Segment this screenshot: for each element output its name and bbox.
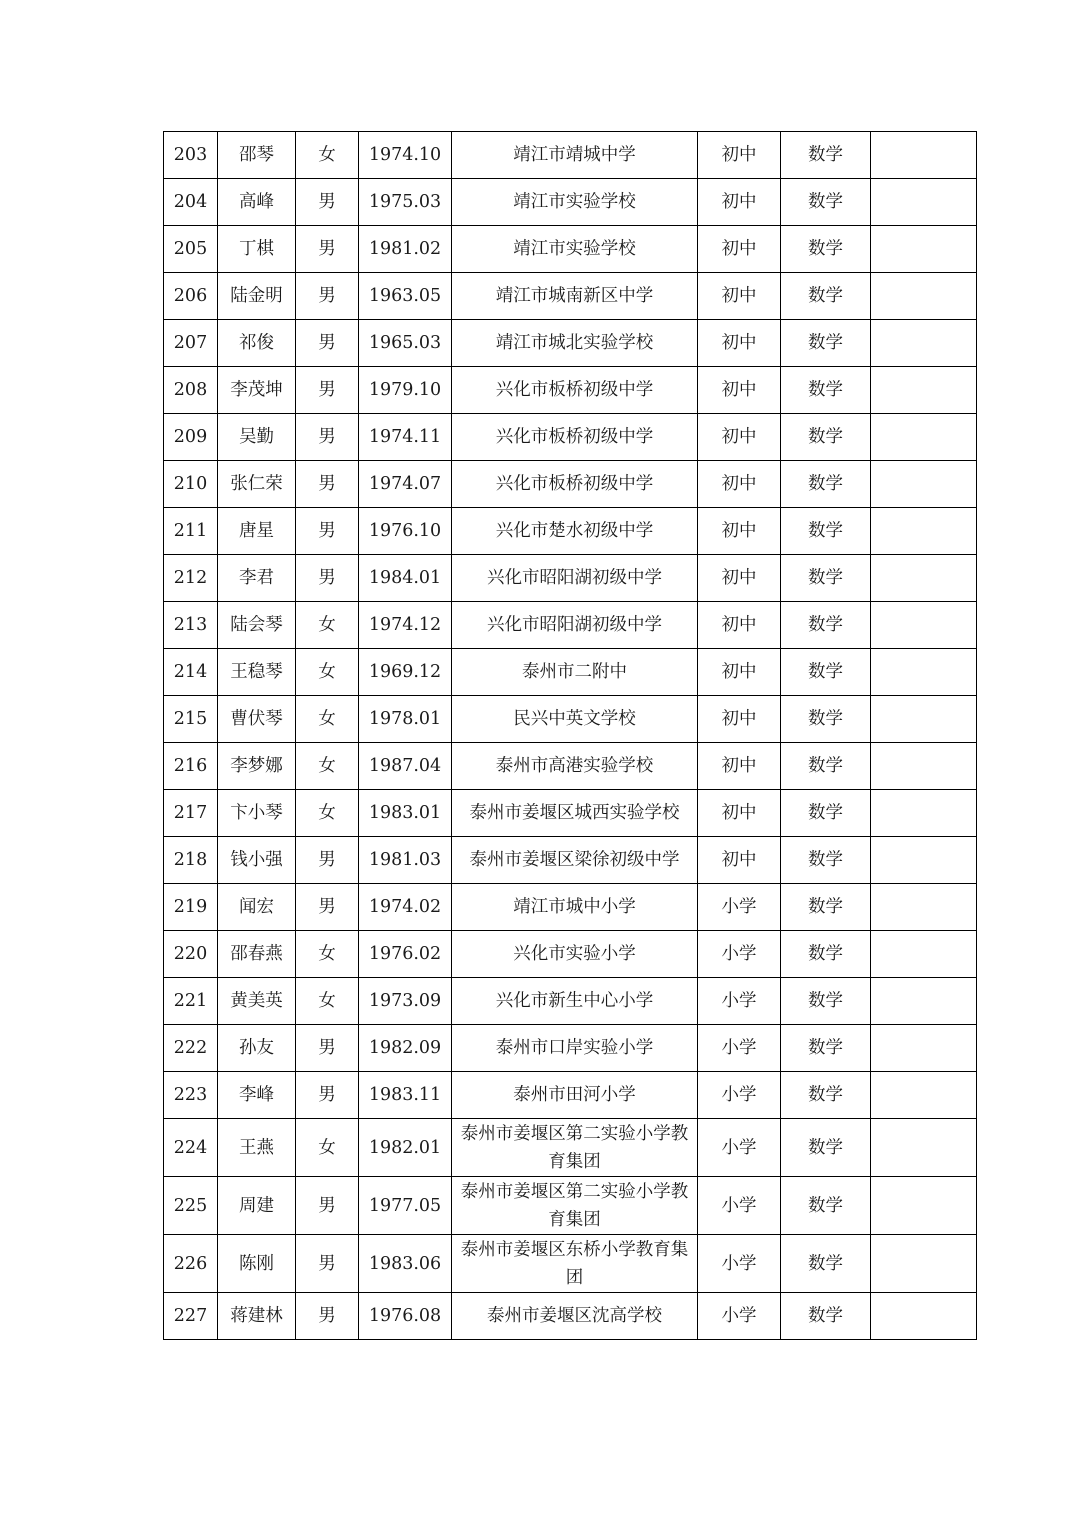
school-level-cell: 小学 [698, 1293, 781, 1340]
gender-cell: 男 [296, 1235, 359, 1293]
school-level-cell: 小学 [698, 1072, 781, 1119]
school-level-cell: 小学 [698, 1177, 781, 1235]
teacher-name-cell: 高峰 [218, 179, 296, 226]
gender-cell: 女 [296, 649, 359, 696]
table-row [164, 649, 977, 696]
subject-cell: 数学 [781, 508, 871, 555]
gender-cell: 女 [296, 790, 359, 837]
remarks-cell [871, 1235, 977, 1293]
birth-date-cell: 1981.03 [359, 837, 452, 884]
subject-cell: 数学 [781, 1177, 871, 1235]
birth-date-cell: 1987.04 [359, 743, 452, 790]
remarks-cell [871, 1025, 977, 1072]
teacher-name-cell: 邵春燕 [218, 931, 296, 978]
table-row [164, 978, 977, 1025]
birth-date-cell: 1973.09 [359, 978, 452, 1025]
row-number-cell: 226 [164, 1235, 218, 1293]
table-row [164, 508, 977, 555]
birth-date-cell: 1976.08 [359, 1293, 452, 1340]
school-cell: 泰州市姜堰区第二实验小学教育集团 [452, 1119, 698, 1177]
subject-cell: 数学 [781, 931, 871, 978]
school-level-cell: 初中 [698, 790, 781, 837]
teacher-name-cell: 王燕 [218, 1119, 296, 1177]
school-level-cell: 初中 [698, 132, 781, 179]
school-cell: 民兴中英文学校 [452, 696, 698, 743]
table-row [164, 931, 977, 978]
gender-cell: 女 [296, 696, 359, 743]
row-number-cell: 213 [164, 602, 218, 649]
remarks-cell [871, 555, 977, 602]
birth-date-cell: 1974.12 [359, 602, 452, 649]
remarks-cell [871, 461, 977, 508]
table-row [164, 555, 977, 602]
subject-cell: 数学 [781, 555, 871, 602]
school-level-cell: 小学 [698, 884, 781, 931]
school-level-cell: 小学 [698, 978, 781, 1025]
row-number-cell: 223 [164, 1072, 218, 1119]
teacher-name-cell: 闻宏 [218, 884, 296, 931]
row-number-cell: 218 [164, 837, 218, 884]
gender-cell: 女 [296, 1119, 359, 1177]
table-row [164, 1177, 977, 1235]
gender-cell: 男 [296, 508, 359, 555]
birth-date-cell: 1982.01 [359, 1119, 452, 1177]
subject-cell: 数学 [781, 696, 871, 743]
subject-cell: 数学 [781, 790, 871, 837]
school-level-cell: 初中 [698, 837, 781, 884]
school-cell: 泰州市姜堰区东桥小学教育集团 [452, 1235, 698, 1293]
birth-date-cell: 1978.01 [359, 696, 452, 743]
school-level-cell: 小学 [698, 1235, 781, 1293]
remarks-cell [871, 884, 977, 931]
birth-date-cell: 1974.07 [359, 461, 452, 508]
birth-date-cell: 1982.09 [359, 1025, 452, 1072]
table-row [164, 1119, 977, 1177]
subject-cell: 数学 [781, 978, 871, 1025]
row-number-cell: 212 [164, 555, 218, 602]
school-cell: 兴化市楚水初级中学 [452, 508, 698, 555]
gender-cell: 男 [296, 273, 359, 320]
row-number-cell: 227 [164, 1293, 218, 1340]
birth-date-cell: 1975.03 [359, 179, 452, 226]
row-number-cell: 208 [164, 367, 218, 414]
remarks-cell [871, 273, 977, 320]
remarks-cell [871, 1293, 977, 1340]
row-number-cell: 219 [164, 884, 218, 931]
school-cell: 泰州市姜堰区梁徐初级中学 [452, 837, 698, 884]
table-row [164, 1072, 977, 1119]
school-level-cell: 初中 [698, 649, 781, 696]
table-row [164, 743, 977, 790]
birth-date-cell: 1969.12 [359, 649, 452, 696]
teacher-roster-table [163, 131, 977, 1340]
subject-cell: 数学 [781, 743, 871, 790]
school-cell: 兴化市实验小学 [452, 931, 698, 978]
teacher-name-cell: 孙友 [218, 1025, 296, 1072]
birth-date-cell: 1983.01 [359, 790, 452, 837]
birth-date-cell: 1977.05 [359, 1177, 452, 1235]
subject-cell: 数学 [781, 179, 871, 226]
row-number-cell: 205 [164, 226, 218, 273]
gender-cell: 女 [296, 602, 359, 649]
gender-cell: 男 [296, 837, 359, 884]
school-level-cell: 初中 [698, 179, 781, 226]
teacher-name-cell: 蒋建林 [218, 1293, 296, 1340]
school-level-cell: 初中 [698, 367, 781, 414]
gender-cell: 男 [296, 884, 359, 931]
gender-cell: 男 [296, 179, 359, 226]
row-number-cell: 222 [164, 1025, 218, 1072]
teacher-name-cell: 钱小强 [218, 837, 296, 884]
school-cell: 兴化市昭阳湖初级中学 [452, 602, 698, 649]
school-cell: 泰州市口岸实验小学 [452, 1025, 698, 1072]
subject-cell: 数学 [781, 226, 871, 273]
subject-cell: 数学 [781, 1293, 871, 1340]
birth-date-cell: 1974.11 [359, 414, 452, 461]
subject-cell: 数学 [781, 273, 871, 320]
birth-date-cell: 1976.02 [359, 931, 452, 978]
school-cell: 泰州市田河小学 [452, 1072, 698, 1119]
birth-date-cell: 1965.03 [359, 320, 452, 367]
remarks-cell [871, 931, 977, 978]
school-level-cell: 初中 [698, 226, 781, 273]
school-cell: 靖江市靖城中学 [452, 132, 698, 179]
school-cell: 靖江市城北实验学校 [452, 320, 698, 367]
school-level-cell: 初中 [698, 273, 781, 320]
remarks-cell [871, 508, 977, 555]
subject-cell: 数学 [781, 1072, 871, 1119]
remarks-cell [871, 367, 977, 414]
school-level-cell: 小学 [698, 1119, 781, 1177]
gender-cell: 男 [296, 414, 359, 461]
remarks-cell [871, 1072, 977, 1119]
table-row [164, 790, 977, 837]
school-cell: 靖江市城中小学 [452, 884, 698, 931]
school-cell: 兴化市新生中心小学 [452, 978, 698, 1025]
birth-date-cell: 1983.06 [359, 1235, 452, 1293]
teacher-name-cell: 丁棋 [218, 226, 296, 273]
birth-date-cell: 1974.10 [359, 132, 452, 179]
remarks-cell [871, 179, 977, 226]
table-row [164, 273, 977, 320]
teacher-name-cell: 李君 [218, 555, 296, 602]
subject-cell: 数学 [781, 320, 871, 367]
school-level-cell: 初中 [698, 696, 781, 743]
row-number-cell: 217 [164, 790, 218, 837]
remarks-cell [871, 1177, 977, 1235]
table-row [164, 1293, 977, 1340]
school-level-cell: 初中 [698, 320, 781, 367]
remarks-cell [871, 226, 977, 273]
gender-cell: 男 [296, 1293, 359, 1340]
school-level-cell: 初中 [698, 461, 781, 508]
school-cell: 靖江市实验学校 [452, 179, 698, 226]
school-cell: 兴化市板桥初级中学 [452, 461, 698, 508]
school-level-cell: 初中 [698, 602, 781, 649]
birth-date-cell: 1974.02 [359, 884, 452, 931]
school-level-cell: 小学 [698, 931, 781, 978]
row-number-cell: 225 [164, 1177, 218, 1235]
birth-date-cell: 1984.01 [359, 555, 452, 602]
table-row [164, 1235, 977, 1293]
teacher-name-cell: 李峰 [218, 1072, 296, 1119]
teacher-name-cell: 张仁荣 [218, 461, 296, 508]
row-number-cell: 216 [164, 743, 218, 790]
school-cell: 泰州市高港实验学校 [452, 743, 698, 790]
row-number-cell: 210 [164, 461, 218, 508]
teacher-name-cell: 陆会琴 [218, 602, 296, 649]
remarks-cell [871, 414, 977, 461]
school-level-cell: 初中 [698, 743, 781, 790]
birth-date-cell: 1963.05 [359, 273, 452, 320]
remarks-cell [871, 132, 977, 179]
teacher-name-cell: 邵琴 [218, 132, 296, 179]
school-cell: 泰州市姜堰区第二实验小学教育集团 [452, 1177, 698, 1235]
gender-cell: 女 [296, 978, 359, 1025]
teacher-name-cell: 黄美英 [218, 978, 296, 1025]
birth-date-cell: 1979.10 [359, 367, 452, 414]
subject-cell: 数学 [781, 1119, 871, 1177]
subject-cell: 数学 [781, 132, 871, 179]
table-row [164, 602, 977, 649]
table-row [164, 696, 977, 743]
table-row [164, 367, 977, 414]
teacher-name-cell: 吴勤 [218, 414, 296, 461]
table-row [164, 837, 977, 884]
roster-body [164, 132, 977, 1340]
row-number-cell: 220 [164, 931, 218, 978]
teacher-name-cell: 王稳琴 [218, 649, 296, 696]
subject-cell: 数学 [781, 649, 871, 696]
subject-cell: 数学 [781, 884, 871, 931]
gender-cell: 男 [296, 367, 359, 414]
school-level-cell: 小学 [698, 1025, 781, 1072]
school-cell: 兴化市昭阳湖初级中学 [452, 555, 698, 602]
birth-date-cell: 1981.02 [359, 226, 452, 273]
gender-cell: 男 [296, 1072, 359, 1119]
subject-cell: 数学 [781, 367, 871, 414]
teacher-name-cell: 陈刚 [218, 1235, 296, 1293]
subject-cell: 数学 [781, 1235, 871, 1293]
teacher-name-cell: 李梦娜 [218, 743, 296, 790]
table-row [164, 461, 977, 508]
row-number-cell: 206 [164, 273, 218, 320]
row-number-cell: 215 [164, 696, 218, 743]
subject-cell: 数学 [781, 1025, 871, 1072]
table-row [164, 884, 977, 931]
teacher-name-cell: 曹伏琴 [218, 696, 296, 743]
school-cell: 泰州市二附中 [452, 649, 698, 696]
remarks-cell [871, 320, 977, 367]
subject-cell: 数学 [781, 602, 871, 649]
row-number-cell: 224 [164, 1119, 218, 1177]
table-row [164, 1025, 977, 1072]
gender-cell: 男 [296, 320, 359, 367]
remarks-cell [871, 696, 977, 743]
school-level-cell: 初中 [698, 555, 781, 602]
remarks-cell [871, 790, 977, 837]
row-number-cell: 221 [164, 978, 218, 1025]
school-level-cell: 初中 [698, 414, 781, 461]
teacher-name-cell: 唐星 [218, 508, 296, 555]
table-row [164, 132, 977, 179]
row-number-cell: 209 [164, 414, 218, 461]
birth-date-cell: 1983.11 [359, 1072, 452, 1119]
subject-cell: 数学 [781, 461, 871, 508]
school-cell: 泰州市姜堰区沈高学校 [452, 1293, 698, 1340]
teacher-name-cell: 周建 [218, 1177, 296, 1235]
table-row [164, 179, 977, 226]
subject-cell: 数学 [781, 414, 871, 461]
gender-cell: 女 [296, 743, 359, 790]
gender-cell: 女 [296, 132, 359, 179]
school-cell: 靖江市城南新区中学 [452, 273, 698, 320]
remarks-cell [871, 602, 977, 649]
school-level-cell: 初中 [698, 508, 781, 555]
remarks-cell [871, 649, 977, 696]
row-number-cell: 214 [164, 649, 218, 696]
gender-cell: 女 [296, 931, 359, 978]
school-cell: 泰州市姜堰区城西实验学校 [452, 790, 698, 837]
teacher-name-cell: 陆金明 [218, 273, 296, 320]
row-number-cell: 211 [164, 508, 218, 555]
row-number-cell: 204 [164, 179, 218, 226]
remarks-cell [871, 743, 977, 790]
row-number-cell: 203 [164, 132, 218, 179]
teacher-name-cell: 李茂坤 [218, 367, 296, 414]
table-row [164, 414, 977, 461]
table-row [164, 226, 977, 273]
school-cell: 兴化市板桥初级中学 [452, 367, 698, 414]
teacher-name-cell: 卞小琴 [218, 790, 296, 837]
gender-cell: 男 [296, 1025, 359, 1072]
remarks-cell [871, 1119, 977, 1177]
school-cell: 靖江市实验学校 [452, 226, 698, 273]
gender-cell: 男 [296, 1177, 359, 1235]
gender-cell: 男 [296, 226, 359, 273]
gender-cell: 男 [296, 555, 359, 602]
row-number-cell: 207 [164, 320, 218, 367]
gender-cell: 男 [296, 461, 359, 508]
remarks-cell [871, 978, 977, 1025]
teacher-name-cell: 祁俊 [218, 320, 296, 367]
subject-cell: 数学 [781, 837, 871, 884]
remarks-cell [871, 837, 977, 884]
table-row [164, 320, 977, 367]
school-cell: 兴化市板桥初级中学 [452, 414, 698, 461]
birth-date-cell: 1976.10 [359, 508, 452, 555]
